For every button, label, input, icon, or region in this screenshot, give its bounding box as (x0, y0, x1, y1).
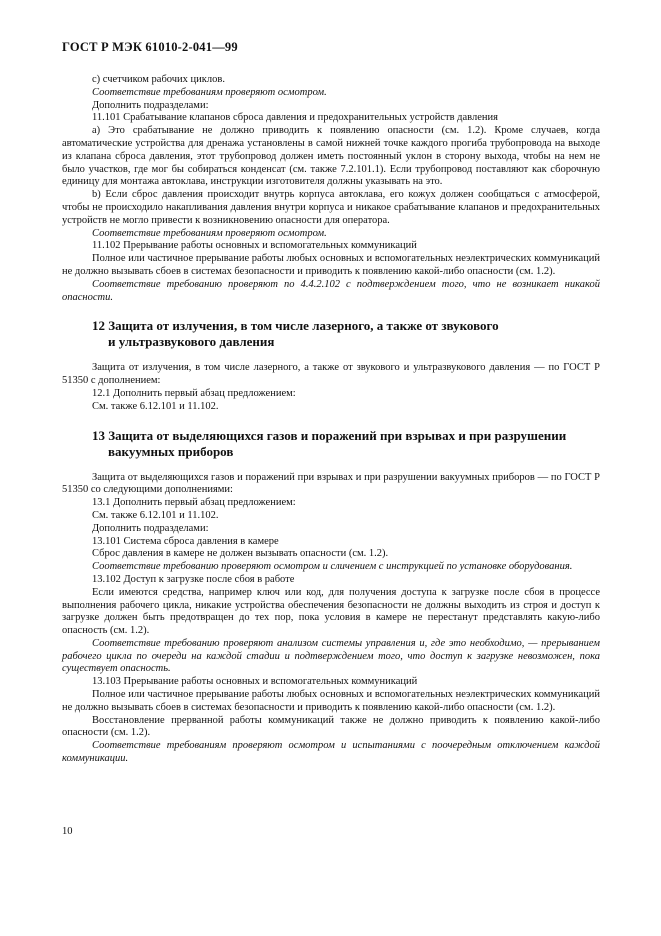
paragraph: Соответствие требованиям проверяют осмотром. (92, 227, 327, 239)
paragraph: Если имеются средства, например ключ или код, для получения доступа к загрузке после сбоя в процессе выполнения рабочего цикла, никакие устройства обеспечения безопасности не должны выходить из строя и доступ к загрузке должен быть предотвращен до тех пор, пока условия в камере не перестанут представлять какую-либо опасность (см. 1.2). (62, 586, 600, 637)
paragraph: См. также 6.12.101 и 11.102. (92, 509, 219, 521)
paragraph: Дополнить подразделами: (92, 99, 209, 111)
paragraph: См. также 6.12.101 и 11.102. (92, 400, 219, 412)
paragraph: Соответствие требованию проверяют анализом системы управления и, где это необходимо, — прерыванием рабочего цикла по очереди на каждой стадии и подтверждением того, что доступ к загрузке невозможен, пока существует опасность. (62, 637, 600, 675)
section-13-text (62, 472, 600, 766)
paragraph: a) Это срабатывание не должно приводить к появлению опасности (см. 1.2). Кроме случаев, когда автоматические устройства для дренажа установлены в самой нижней точке каждого прогиба трубопровода на выходе из клапана сброса давления, этот трубопровод должен иметь постоянный уклон в сторону выхода, чтобы на нем не было участков, где мог бы собираться конденсат (см. также 7.2.101.1). Если трубопровод поставляют как сборочную единицу для монтажа автоклава, инструкции изготовителя должны указывать на это. (62, 125, 600, 188)
section-11-text (62, 74, 600, 304)
paragraph: Дополнить подразделами: (92, 522, 209, 534)
paragraph: Сброс давления в камере не должен вызывать опасности (см. 1.2). (92, 548, 389, 560)
paragraph: Соответствие требованиям проверяют осмотром и испытаниями с поочередным отключением каждой коммуникации. (62, 740, 600, 765)
paragraph: Полное или частичное прерывание работы любых основных и вспомогательных неэлектрических коммуникаций не должно вызывать сбоев в системах безопасности и приводить к появлению какой-либо опасности (см. 1.2). (62, 253, 600, 277)
paragraph: Полное или частичное прерывание работы любых основных и вспомогательных неэлектрических коммуникаций не должно вызывать сбоев в системах безопасности и приводить к появлению какой-либо опасности (см. 1.2). (62, 689, 600, 713)
paragraph: c) счетчиком рабочих циклов. (92, 74, 225, 85)
section-13-heading-line2: вакуумных приборов (108, 443, 234, 459)
paragraph: 13.101 Система сброса давления в камере (92, 535, 279, 547)
document-body (62, 74, 600, 766)
section-13-heading (92, 428, 600, 460)
page-number: 10 (62, 826, 73, 837)
paragraph: Восстановление прерванной работы коммуникаций также не должно приводить к появлению какой-либо опасности (см. 1.2). (62, 714, 600, 739)
section-12-heading (92, 318, 600, 350)
paragraph: Соответствие требованию проверяют по 4.4.2.102 с подтверждением того, что не возникает никакой опасности. (62, 278, 600, 303)
paragraph: 11.101 Срабатывание клапанов сброса давления и предохранительных устройств давления (92, 112, 498, 124)
paragraph: Защита от выделяющихся газов и поражений при взрывах и при разрушении вакуумных приборов — по ГОСТ Р 51350 со следующими дополнениями: (62, 471, 600, 496)
paragraph: Соответствие требованиям проверяют осмотром. (92, 86, 327, 98)
section-12-text (62, 362, 600, 413)
paragraph: Соответствие требованию проверяют осмотром и сличением с инструкцией по установке оборудования. (92, 561, 573, 573)
paragraph: b) Если сброс давления происходит внутрь корпуса автоклава, его кожух должен сообщаться с атмосферой, чтобы не происходило накапливания давления внутри корпуса и никакое срабатывание клапанов и предохранительных устройств не могло привести к возникновению опасности для оператора. (62, 189, 600, 226)
section-12-heading-line1: 12 Защита от излучения, в том числе лазерного, а также от звукового (92, 318, 499, 334)
paragraph: Защита от излучения, в том числе лазерного, а также от звукового и ультразвукового давления — по ГОСТ Р 51350 с дополнением: (62, 362, 600, 387)
page-header-title: ГОСТ Р МЭК 61010-2-041—99 (62, 40, 238, 54)
paragraph: 13.102 Доступ к загрузке после сбоя в работе (92, 573, 295, 585)
paragraph: 13.1 Дополнить первый абзац предложением: (92, 497, 296, 509)
paragraph: 13.103 Прерывание работы основных и вспомогательных коммуникаций (92, 676, 418, 688)
section-12-heading-line2: и ультразвукового давления (108, 334, 275, 350)
section-13-heading-line1: 13 Защита от выделяющихся газов и поражений при взрывах и при разрушении (92, 427, 567, 443)
paragraph: 12.1 Дополнить первый абзац предложением: (92, 387, 296, 399)
paragraph: 11.102 Прерывание работы основных и вспомогательных коммуникаций (92, 240, 417, 252)
